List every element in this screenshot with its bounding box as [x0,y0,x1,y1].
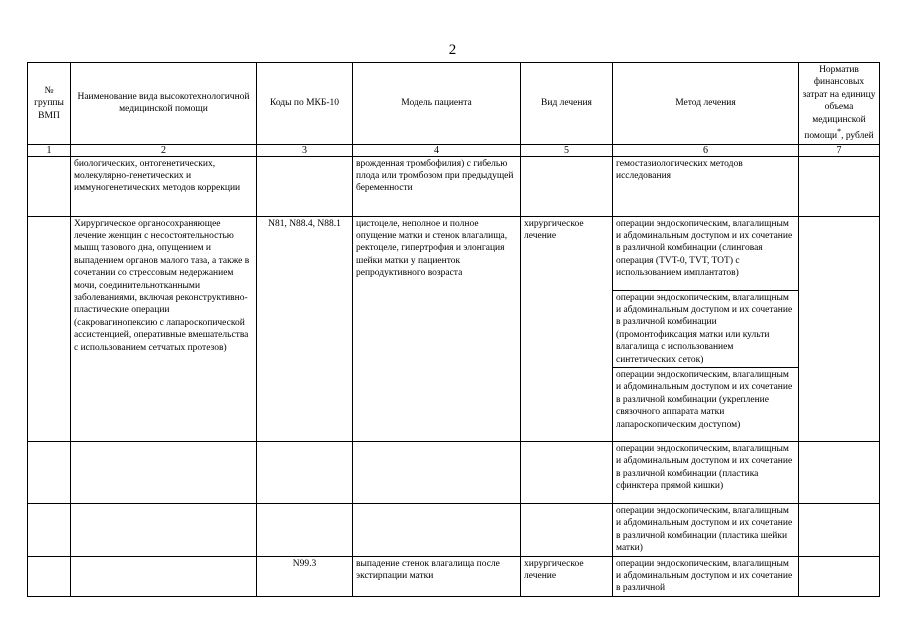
cell-model: выпадение стенок влагалища после экстирпации матки [353,556,521,596]
cell-method: гемостазиологических методов исследования [613,156,799,216]
cell-codes [257,504,353,557]
table-row [28,504,880,557]
header-codes: Коды по МКБ-10 [257,63,353,145]
col-number: 5 [521,144,613,156]
cell-method: операции эндоскопическим, влагалищным и абдоминальным доступом и их сочетание в различной комбинации (слинговая операция (TVT-0, TVT, TOT) с использованием имплантатов) [613,216,799,290]
cell-group [28,504,71,557]
cell-norm [799,442,880,504]
table-row [28,156,880,216]
cell-name: биологических, онтогенетических, молекулярно-генетических и иммуногенетических методов коррекции [71,156,257,216]
cell-model: цистоцеле, неполное и полное опущение матки и стенок влагалища, ректоцеле, гипертрофия и элонгация шейки матки у пациенток репродуктивного возраста [353,216,521,441]
cell-treatment-type [521,504,613,557]
cell-method: операции эндоскопическим, влагалищным и абдоминальным доступом и их сочетание в различной комбинации (пластика шейки матки) [613,504,799,557]
cell-group [28,156,71,216]
table-row [28,216,880,290]
cell-model: врожденная тромбофилия) с гибелью плода или тромбозом при предыдущей беременности [353,156,521,216]
cell-method: операции эндоскопическим, влагалищным и абдоминальным доступом и их сочетание в различной комбинации (пластика сфинктера прямой кишки) [613,442,799,504]
cell-codes [257,442,353,504]
cell-name [71,504,257,557]
cell-norm [799,556,880,596]
cell-model [353,504,521,557]
cell-treatment-type: хирургическое лечение [521,556,613,596]
cell-model [353,442,521,504]
table-row [28,556,880,596]
cell-group [28,216,71,441]
cell-name: Хирургическое органосохраняющее лечение женщин с несостоятельностью мышц тазового дна, опущением и выпадением органов малого таза, а также в сочетании со стрессовым недержанием мочи, соединительнотканными заболеваниями, включая реконструктивно-пластические операции (сакровагинопексию с лапароскопической ассистенцией, оперативные вмешательства с использованием сетчатых протезов) [71,216,257,441]
header-row [28,63,880,145]
header-norm: Норматив финансовых затрат на единицу объема медицинской помощи*, рублей [799,63,880,145]
cell-norm [799,216,880,441]
cell-group [28,556,71,596]
cell-treatment-type [521,442,613,504]
cell-method: операции эндоскопическим, влагалищным и абдоминальным доступом и их сочетание в различной комбинации (промонтофиксация матки или культи влагалища с использованием синтетических сеток) [613,290,799,367]
footnote-mark: * [837,127,842,137]
col-number: 4 [353,144,521,156]
col-number: 1 [28,144,71,156]
header-method: Метод лечения [613,63,799,145]
vmp-table [27,62,880,597]
col-number: 3 [257,144,353,156]
cell-name [71,442,257,504]
header-treatment-type: Вид лечения [521,63,613,145]
col-number: 2 [71,144,257,156]
table-row [28,442,880,504]
cell-norm [799,156,880,216]
cell-method: операции эндоскопическим, влагалищным и абдоминальным доступом и их сочетание в различной [613,556,799,596]
cell-codes: N99.3 [257,556,353,596]
cell-treatment-type [521,156,613,216]
cell-treatment-type: хирургическое лечение [521,216,613,441]
header-group: № группы ВМП [28,63,71,145]
cell-codes [257,156,353,216]
cell-name [71,556,257,596]
header-model: Модель пациента [353,63,521,145]
header-name: Наименование вида высокотехнологичной медицинской помощи [71,63,257,145]
col-number: 6 [613,144,799,156]
page-number: 2 [448,42,457,58]
col-number: 7 [799,144,880,156]
cell-norm [799,504,880,557]
cell-group [28,442,71,504]
cell-method: операции эндоскопическим, влагалищным и абдоминальным доступом и их сочетание в различной комбинации (укрепление связочного аппарата матки лапароскопическим доступом) [613,368,799,442]
column-number-row [28,144,880,156]
cell-codes: N81, N88.4, N88.1 [257,216,353,441]
